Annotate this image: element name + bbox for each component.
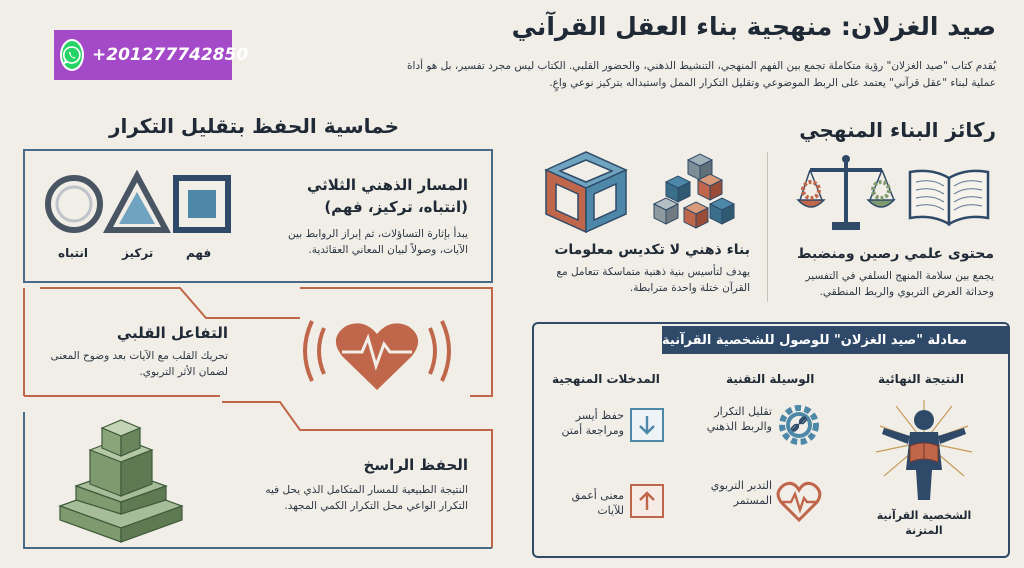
phone-number[interactable]: +201277742850 (92, 45, 249, 65)
heart-interaction-title: التفاعل القلبي (116, 324, 228, 342)
heart-interaction-description: تحريك القلب مع الآيات بعد وضوح المعنى لضمان الأثر التربوي. (50, 350, 228, 378)
page-title: صيد الغزلان: منهجية بناء العقل القرآني (511, 12, 996, 41)
mental-path-subtitle: (انتباه، تركيز، فهم) (324, 198, 468, 216)
result-label: الشخصية القرآنية المتزنة (876, 509, 972, 537)
attention-focus-understanding-shapes (42, 170, 232, 240)
stacked-foundation-icon (54, 414, 188, 544)
input-1-label: حفظ أيسر ومراجعة أمتن (561, 409, 624, 437)
pillar-1-title: محتوى علمي رصين ومنضبط (796, 246, 994, 262)
label-understanding: فهم (186, 246, 212, 260)
column-result-heading: النتيجة النهائية (878, 372, 965, 386)
column-tool-heading: الوسيلة التقنية (726, 372, 815, 386)
intro-paragraph: يُقدم كتاب "صيد الغزلان" رؤية متكاملة تجمع بين الفهم المنهجي، التنشيط الذهني، والحضور القلبي. الكتاب ليس مجرد تفسير، بل هو أداة عملية لبناء "عقل قرآني" يعتمد على الربط الموضوعي وتقليل التكرار الممل واستبداله بتركيز نوعي واعٍ. (407, 60, 996, 89)
equation-panel-header: معادلة "صيد الغزلان" للوصول للشخصية القرآنية (662, 326, 1008, 354)
input-2-label: معنى أعمق للآيات (571, 489, 624, 517)
solid-memorization-description: النتيجة الطبيعية للمسار المتكامل الذي يحل فيه التكرار الواعي محل التكرار الكمي المجهد. (265, 484, 468, 512)
pillar-1-description: يجمع بين سلامة المنهج السلفي في التفسير وحداثة العرض التربوي والربط المنطقي. (805, 270, 994, 298)
label-attention: انتباه (58, 246, 89, 260)
tool-2-label: التدبر التربوي المستمر (710, 479, 772, 507)
mental-path-title: المسار الذهني الثلاثي (306, 176, 468, 194)
mental-path-description: يبدأ بإثارة التساؤلات، ثم إبراز الروابط بين الآيات، وصولاً لبيان المعاني العقائدية. (288, 228, 468, 256)
label-focus: تركيز (122, 246, 154, 260)
tool-1-label: تقليل التكرار والربط الذهني (706, 405, 772, 433)
pillar-2-title: بناء ذهني لا تكديس معلومات (554, 242, 750, 258)
pillars-section-title: ركائز البناء المنهجي (799, 118, 996, 142)
memorization-section-title: خماسية الحفظ بتقليل التكرار (109, 114, 399, 138)
column-input-heading: المدخلات المنهجية (552, 372, 660, 386)
pillar-2-description: يهدف لتأسيس بنية ذهنية متماسكة تتعامل مع القرآن ختلة واحدة مترابطة. (556, 266, 750, 294)
solid-memorization-title: الحفظ الراسخ (363, 456, 468, 474)
heart-rhythm-icon (292, 306, 462, 396)
